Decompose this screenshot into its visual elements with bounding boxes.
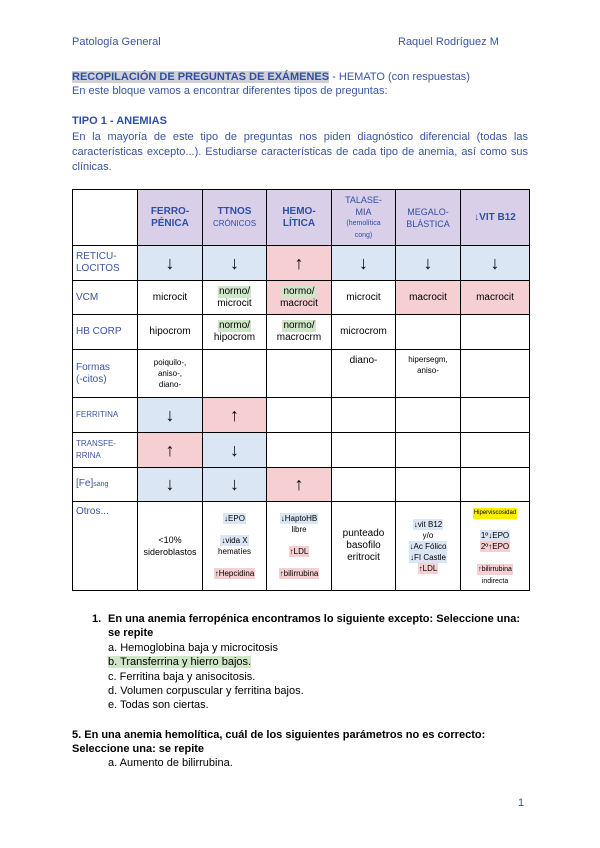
row-label-transferrina: TRANSFE- RRINA xyxy=(73,433,138,468)
cell-arrow-up: ↑ xyxy=(267,246,332,281)
cell-vcm-ferro: microcit xyxy=(138,281,203,315)
col-ferropenica: FERRO- PÉNICA xyxy=(138,190,203,246)
row-reticulocitos xyxy=(73,246,530,281)
row-hb-corp xyxy=(73,315,530,350)
cell-arrow-up: ↑ xyxy=(138,433,203,468)
option-d: d. Volumen corpuscular y ferritina bajos. xyxy=(108,684,304,697)
anemia-table xyxy=(72,189,530,591)
row-label-hb-corp: HB CORP xyxy=(73,315,138,350)
question-1 xyxy=(92,612,528,640)
cell-empty xyxy=(461,433,530,468)
cell-hb-ttnos: normo/ hipocrom xyxy=(203,315,267,350)
cell-empty xyxy=(267,433,332,468)
cell-vcm-hemo: normo/ macrocit xyxy=(267,281,332,315)
cell-hb-hemo: normo/ macrocrm xyxy=(267,315,332,350)
cell-arrow-up: ↑ xyxy=(203,398,267,433)
cell-formas-ferro: poiquilo-, aniso-, diano- xyxy=(138,350,203,398)
question-1-options xyxy=(108,641,304,712)
cell-arrow-down: ↓ xyxy=(138,246,203,281)
col-talasemia: TALASE- MIA (hemolítica cong) xyxy=(332,190,396,246)
cell-formas-mega: hipersegm, aniso- xyxy=(396,350,461,398)
cell-formas-tala: diano- xyxy=(332,350,396,398)
option-c: c. Ferritina baja y anisocitosis. xyxy=(108,670,256,683)
cell-empty xyxy=(396,315,461,350)
question-5: 5. En una anemia hemolítica, cuál de los siguientes parámetros no es correcto: Seleccione una: se repite xyxy=(72,729,486,755)
question-number: 1. xyxy=(92,613,102,625)
cell-otros-ferro: <10% sideroblastos xyxy=(138,502,203,591)
cell-otros-ttnos: ↓EPO ↓vida X hematíes ↑Hepcidina xyxy=(203,502,267,591)
row-label-vcm: VCM xyxy=(73,281,138,315)
row-transferrina xyxy=(73,433,530,468)
question-5-options xyxy=(108,757,233,769)
col-hemolitica: HEMO- LÍTICA xyxy=(267,190,332,246)
cell-empty xyxy=(396,468,461,502)
row-label-reticulocitos: RETICU- LOCITOS xyxy=(73,246,138,281)
section-paragraph: En la mayoría de este tipo de preguntas nos piden diagnóstico diferencial (todas las características excepto...). Estudiarse características de cada tipo de anemia, así como sus clínicas. xyxy=(72,131,528,173)
cell-arrow-down: ↓ xyxy=(138,468,203,502)
cell-arrow-down: ↓ xyxy=(203,468,267,502)
page-number: 1 xyxy=(518,797,525,809)
cell-empty xyxy=(461,468,530,502)
header-left: Patología General xyxy=(72,36,161,48)
cell-arrow-down: ↓ xyxy=(332,246,396,281)
row-label-formas: Formas (-citos) xyxy=(73,350,138,398)
cell-empty xyxy=(461,350,530,398)
intro-title: RECOPILACIÓN DE PREGUNTAS DE EXÁMENES xyxy=(72,71,330,83)
row-otros xyxy=(73,502,530,591)
cell-empty xyxy=(396,433,461,468)
header-right: Raquel Rodríguez M xyxy=(398,36,499,48)
cell-empty xyxy=(461,315,530,350)
cell-empty xyxy=(332,468,396,502)
option-e: e. Todas son ciertas. xyxy=(108,699,209,712)
option-a: a. Aumento de bilirrubina. xyxy=(108,757,233,769)
cell-arrow-up: ↑ xyxy=(267,468,332,502)
row-label-fe: [Fe]sang xyxy=(73,468,138,502)
col-vit-b12: ↓VIT B12 xyxy=(461,190,530,246)
cell-vcm-tala: microcit xyxy=(332,281,396,315)
row-formas xyxy=(73,350,530,398)
cell-arrow-down: ↓ xyxy=(396,246,461,281)
cell-hb-ferro: hipocrom xyxy=(138,315,203,350)
row-label-ferritina: FERRITINA xyxy=(73,398,138,433)
col-ttnos-cronicos: TTNOS CRÓNICOS xyxy=(203,190,267,246)
row-label-otros: Otros... xyxy=(73,502,138,591)
section-title: TIPO 1 - ANEMIAS xyxy=(72,115,167,127)
row-ferritina xyxy=(73,398,530,433)
cell-empty xyxy=(267,398,332,433)
cell-empty xyxy=(267,350,332,398)
question-text: En una anemia ferropénica encontramos lo siguiente excepto: Seleccione una: se repite xyxy=(108,613,521,639)
cell-arrow-down: ↓ xyxy=(461,246,530,281)
cell-vcm-vit: macrocit xyxy=(461,281,530,315)
cell-arrow-down: ↓ xyxy=(203,246,267,281)
intro-lead: En este bloque vamos a encontrar diferentes tipos de preguntas: xyxy=(72,85,388,97)
cell-vcm-mega: macrocit xyxy=(396,281,461,315)
row-vcm xyxy=(73,281,530,315)
cell-empty xyxy=(332,398,396,433)
cell-otros-tala: punteado basofilo eritrocit xyxy=(332,502,396,591)
col-megaloblastica: MEGALO- BLÁSTICA xyxy=(396,190,461,246)
table-corner xyxy=(73,190,138,246)
cell-empty xyxy=(461,398,530,433)
cell-empty xyxy=(332,433,396,468)
cell-empty xyxy=(396,398,461,433)
cell-otros-vit: Hiperviscosidad 1º↓EPO 2º↑EPO ↑bilirrubina indirecta xyxy=(461,502,530,591)
intro-subtitle: - HEMATO (con respuestas) xyxy=(329,71,470,83)
row-fe-sang xyxy=(73,468,530,502)
cell-otros-hemo: ↓HaptoHB libre ↑LDL ↑bilirrubina xyxy=(267,502,332,591)
cell-arrow-down: ↓ xyxy=(138,398,203,433)
cell-arrow-down: ↓ xyxy=(203,433,267,468)
cell-empty xyxy=(203,350,267,398)
cell-hb-tala: microcrom xyxy=(332,315,396,350)
option-b: b. Transferrina y hierro bajos. xyxy=(108,656,252,669)
intro xyxy=(72,70,528,98)
option-a: a. Hemoglobina baja y microcitosis xyxy=(108,642,278,654)
cell-otros-mega: ↓vit B12 y/o ↓Ac Fólico ↓FI Castle ↑LDL xyxy=(396,502,461,591)
cell-vcm-ttnos: normo/ microcit xyxy=(203,281,267,315)
